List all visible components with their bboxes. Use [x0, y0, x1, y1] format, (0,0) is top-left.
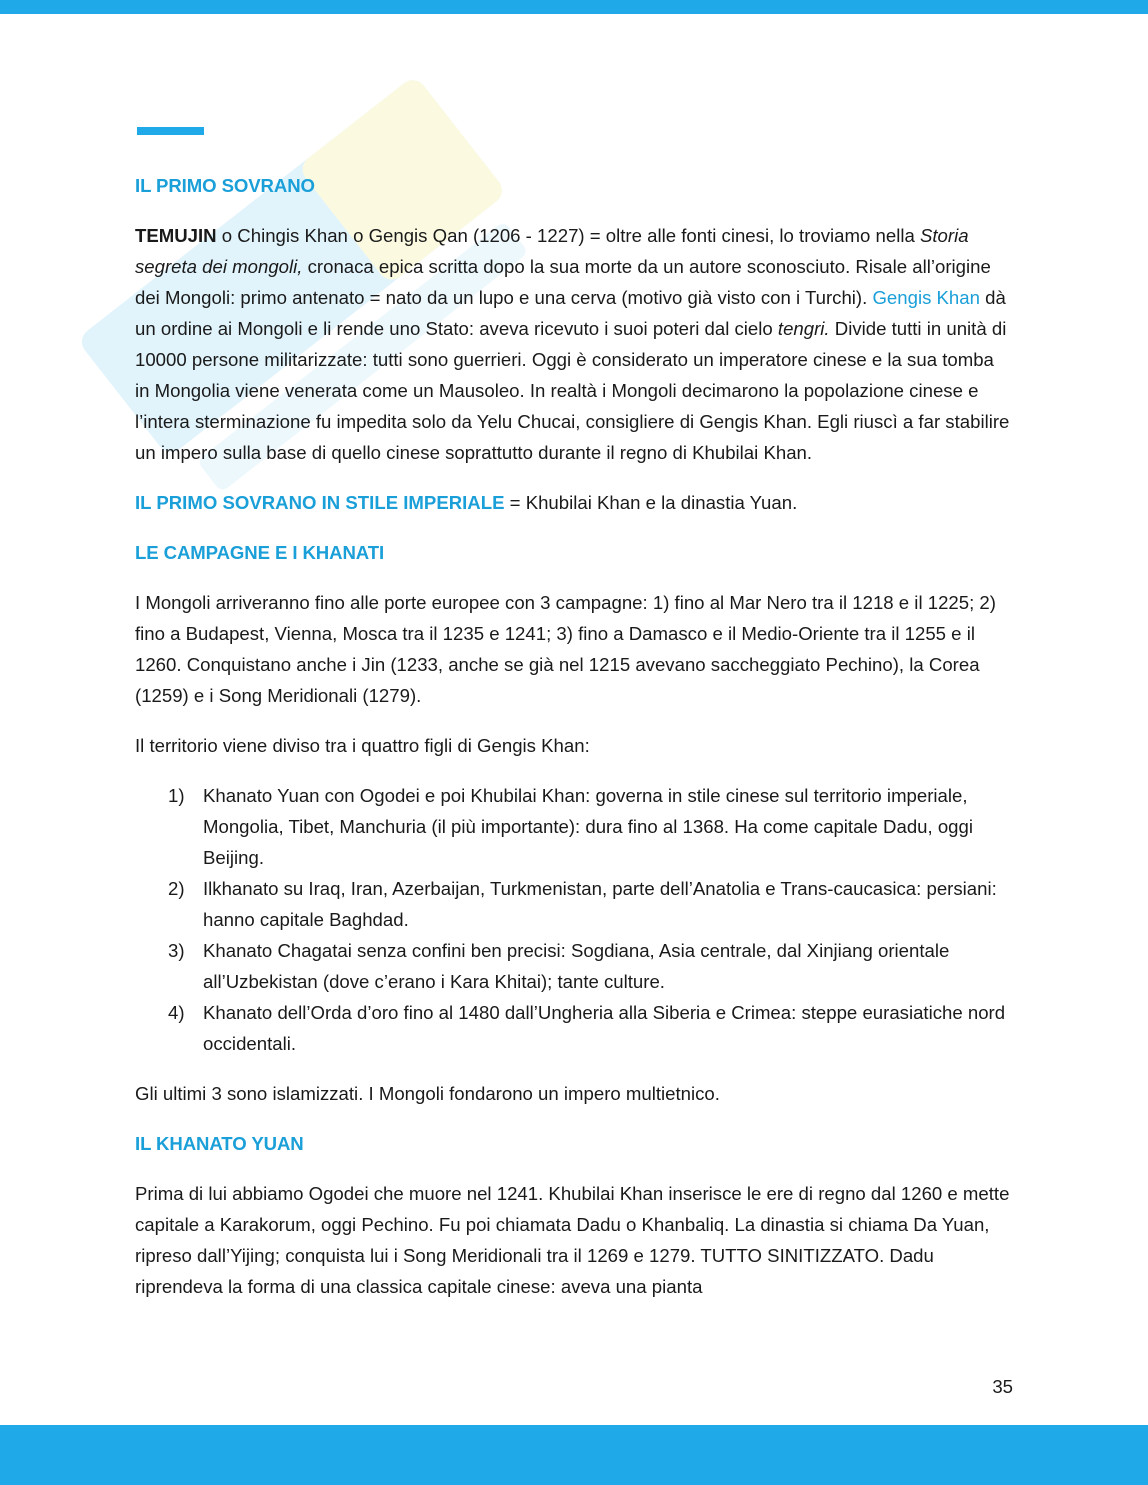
top-accent-bar — [0, 0, 1148, 14]
heading-khanato-yuan: IL KHANATO YUAN — [135, 1133, 304, 1154]
paragraph-temujin: TEMUJIN o Chingis Khan o Gengis Qan (1206 - 1227) = oltre alle fonti cinesi, lo troviamo nella Storia segreta dei mongoli, cronaca epica scritta dopo la sua morte da un autore sconosciuto. Risale all’origine dei Mongoli: primo antenato = nato da un lupo e una cerva (motivo già visto con i Turchi). Gengis Khan dà un ordine ai Mongoli e li rende uno Stato: aveva ricevuto i suoi poteri dal cielo tengri. Divide tutti in unità di 10000 persone militarizzate: tutti sono guerrieri. Oggi è considerato un imperatore cinese e la sua tomba in Mongolia viene venerata come un Mausoleo. In realtà i Mongoli decimarono la popolazione cinese e l’intera sterminazione fu impedita solo da Yelu Chucai, consigliere di Gengis Khan. Egli riuscì a far stabilire un impero sulla base di quello cinese soprattutto durante il regno di Khubilai Khan. — [135, 225, 1010, 463]
link-gengis-khan[interactable]: Gengis Khan — [872, 287, 980, 308]
khanati-list — [135, 780, 1010, 1059]
paragraph-islamizzati: Gli ultimi 3 sono islamizzati. I Mongoli fondarono un impero multietnico. — [135, 1083, 720, 1104]
heading-primo-sovrano: IL PRIMO SOVRANO — [135, 175, 315, 196]
paragraph-territorio: Il territorio viene diviso tra i quattro figli di Gengis Khan: — [135, 735, 590, 756]
list-item: 3) Khanato Chagatai senza confini ben precisi: Sogdiana, Asia centrale, dal Xinjiang orientale all’Uzbekistan (dove c’erano i Kara Khitai); tante culture. — [168, 940, 950, 992]
heading-stile-imperiale: IL PRIMO SOVRANO IN STILE IMPERIALE — [135, 492, 505, 513]
paragraph-campagne: I Mongoli arriveranno fino alle porte europee con 3 campagne: 1) fino al Mar Nero tra il 1218 e il 1225; 2) fino a Budapest, Vienna, Mosca tra il 1235 e 1241; 3) fino a Damasco e il Medio-Oriente tra il 1255 e il 1260. Conquistano anche i Jin (1233, anche se già nel 1215 avevano saccheggiato Pechino), la Corea (1259) e i Song Meridionali (1279). — [135, 592, 996, 706]
bottom-accent-bar — [0, 1425, 1148, 1485]
list-item: 2) Ilkhanato su Iraq, Iran, Azerbaijan, Turkmenistan, parte dell’Anatolia e Trans-caucasica: persiani: hanno capitale Baghdad. — [168, 878, 997, 930]
paragraph-khanato-yuan: Prima di lui abbiamo Ogodei che muore nel 1241. Khubilai Khan inserisce le ere di regno dal 1260 e mette capitale a Karakorum, oggi Pechino. Fu poi chiamata Dadu o Khanbaliq. La dinastia si chiama Da Yuan, ripreso dall’Yijing; conquista lui i Song Meridionali tra il 1269 e 1279. TUTTO SINITIZZATO. Dadu riprendeva la forma di una classica capitale cinese: aveva una pianta — [135, 1183, 1010, 1297]
page-number: 35 — [992, 1376, 1013, 1397]
title-storia-segreta: Storia segreta dei mongoli, — [135, 225, 969, 277]
heading-campagne: LE CAMPAGNE E I KHANATI — [135, 542, 385, 563]
list-item: 1) Khanato Yuan con Ogodei e poi Khubilai Khan: governa in stile cinese sul territorio imperiale, Mongolia, Tibet, Manchuria (il più importante): dura fino al 1368. Ha come capitale Dadu, oggi Beijing. — [168, 785, 973, 868]
accent-dash — [137, 127, 204, 135]
paragraph-stile-imperiale: IL PRIMO SOVRANO IN STILE IMPERIALE = Khubilai Khan e la dinastia Yuan. — [135, 492, 798, 513]
term-temujin: TEMUJIN — [135, 225, 217, 246]
list-item: 4) Khanato dell’Orda d’oro fino al 1480 dall’Ungheria alla Siberia e Crimea: steppe eurasiatiche nord occidentali. — [168, 1002, 1006, 1054]
document-body — [135, 170, 1010, 1302]
term-tengri: tengri. — [777, 318, 830, 339]
